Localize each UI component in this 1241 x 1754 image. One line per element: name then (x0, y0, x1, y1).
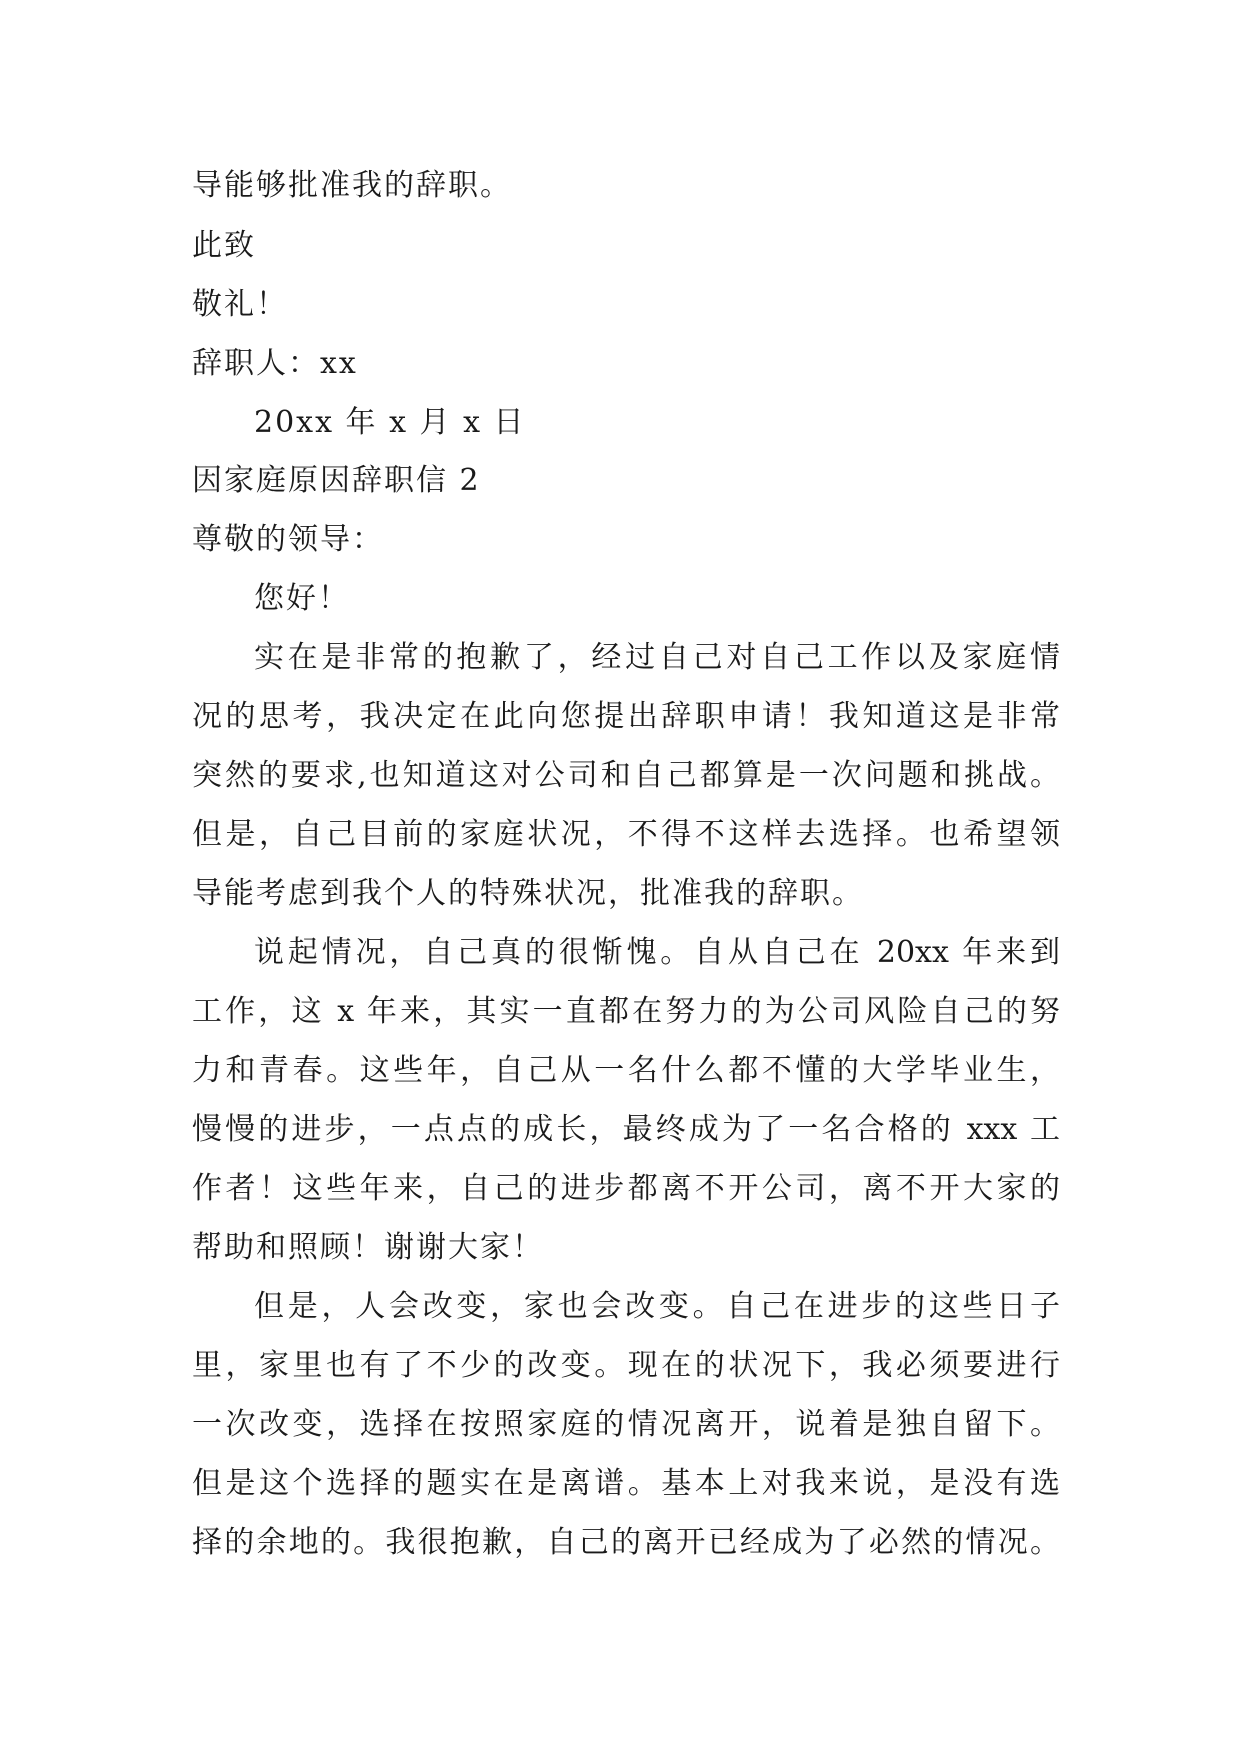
text-line: 力和青春。这些年，自己从一名什么都不懂的大学毕业生， (192, 1053, 1060, 1088)
text-line: 慢慢的进步，一点点的成长，最终成为了一名合格的 xxx 工 (192, 1112, 1060, 1147)
text-line: 实在是非常的抱歉了，经过自己对自己工作以及家庭情 (254, 640, 1060, 675)
text-line: 作者！这些年来，自己的进步都离不开公司，离不开大家的 (192, 1171, 1060, 1206)
signature-line: 辞职人：xx (192, 346, 358, 381)
text-line: 突然的要求,也知道这对公司和自己都算是一次问题和挑战。 (192, 758, 1060, 793)
closing-respect: 敬礼！ (192, 287, 288, 322)
text-line: 导能考虑到我个人的特殊状况，批准我的辞职。 (192, 876, 864, 911)
text-line: 工作，这 x 年来，其实一直都在努力的为公司风险自己的努 (192, 994, 1060, 1029)
text-line: 但是，自己目前的家庭状况，不得不这样去选择。也希望领 (192, 817, 1060, 852)
text-line: 但是，人会改变，家也会改变。自己在进步的这些日子 (254, 1289, 1060, 1324)
closing-salutation: 此致 (192, 228, 256, 263)
text-line: 况的思考，我决定在此向您提出辞职申请！我知道这是非常 (192, 699, 1060, 734)
letter-title: 因家庭原因辞职信 2 (192, 463, 481, 498)
text-line: 导能够批准我的辞职。 (192, 168, 512, 203)
text-line: 一次改变，选择在按照家庭的情况离开，说着是独自留下。 (192, 1407, 1060, 1442)
text-line: 里，家里也有了不少的改变。现在的状况下，我必须要进行 (192, 1348, 1060, 1383)
text-line: 但是这个选择的题实在是离谱。基本上对我来说，是没有选 (192, 1466, 1060, 1501)
letter-greeting: 尊敬的领导： (192, 522, 384, 557)
text-line: 说起情况，自己真的很惭愧。自从自己在 20xx 年来到 (254, 935, 1060, 970)
letter-hello: 您好！ (254, 581, 350, 616)
date-line: 20xx 年 x 月 x 日 (254, 405, 526, 440)
text-line: 帮助和照顾！谢谢大家！ (192, 1230, 544, 1265)
text-line: 择的余地的。我很抱歉，自己的离开已经成为了必然的情况。 (192, 1525, 1060, 1560)
